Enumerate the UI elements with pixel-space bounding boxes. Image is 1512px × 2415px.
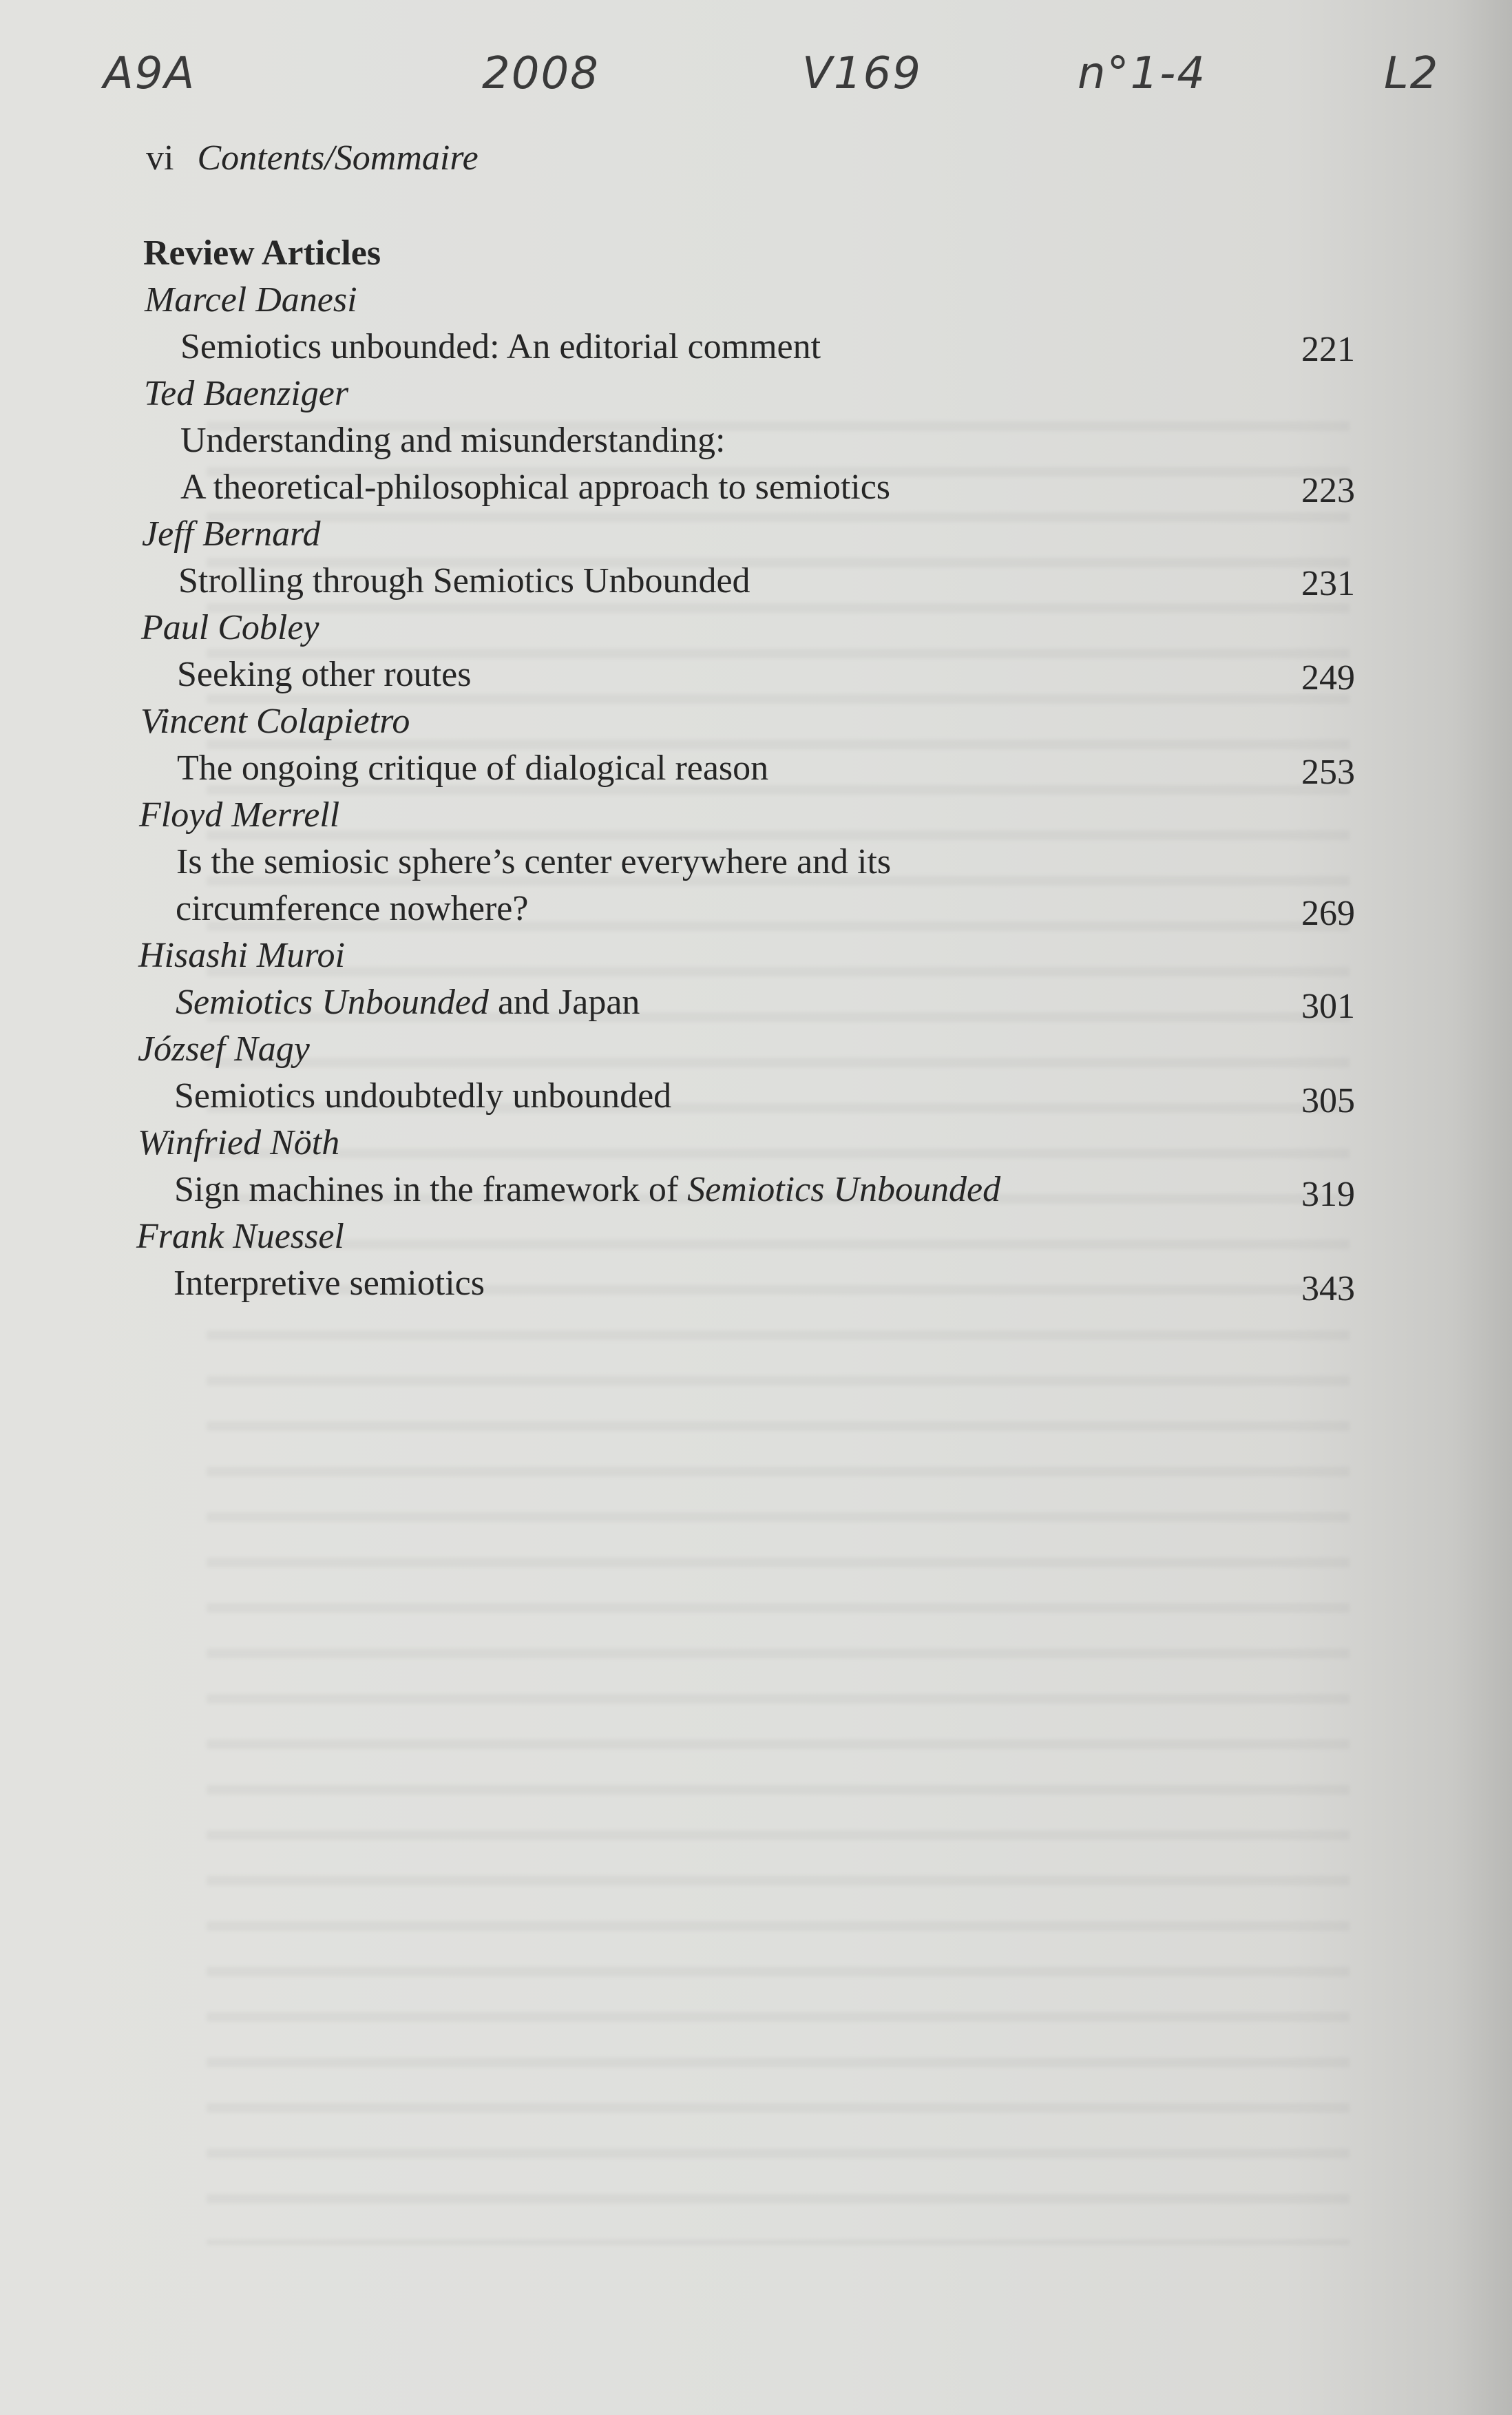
entry-page-number: 223 [1301,471,1355,510]
entry-author: Hisashi Muroi [138,936,345,975]
entry-title-line: Is the semiosic sphere’s center everywhere and its [176,842,892,881]
handwritten-note: 2008 [482,48,600,99]
running-head [146,138,479,178]
entry-author: Ted Baenziger [144,374,349,413]
entry-title-line: Seeking other routes [177,655,472,694]
entry-title-line: The ongoing critique of dialogical reason [177,749,769,788]
entry-page-number: 343 [1301,1269,1355,1308]
page-number: vi [146,138,174,178]
entry-page-number: 269 [1301,894,1355,933]
entry-page-number: 305 [1301,1081,1355,1120]
section-title: Review Articles [143,233,381,273]
handwritten-note: L2 [1384,48,1440,99]
handwritten-note: V169 [802,48,922,99]
entry-author: Winfried Nöth [138,1123,340,1162]
entry-title-line: A theoretical-philosophical approach to semiotics [180,468,891,507]
entry-page-number: 253 [1301,753,1355,792]
handwritten-note: A9A [103,48,196,99]
running-head-title: Contents/Sommaire [197,138,479,178]
entry-author: Floyd Merrell [139,795,340,835]
entry-title-line: circumference nowhere? [176,889,529,928]
entry-author: József Nagy [138,1029,310,1069]
entry-title-line: Interpretive semiotics [174,1264,485,1303]
entry-author: Frank Nuessel [136,1217,344,1256]
entry-title-line: Sign machines in the framework of Semiotics Unbounded [174,1170,1001,1209]
entry-title-line: Semiotics undoubtedly unbounded [174,1076,672,1116]
entry-author: Jeff Bernard [142,514,321,554]
entry-title-line: Understanding and misunderstanding: [180,421,726,460]
entry-title-line: Strolling through Semiotics Unbounded [178,561,750,600]
entry-page-number: 301 [1301,987,1355,1026]
entry-title-line: Semiotics Unbounded and Japan [176,983,640,1022]
entry-author: Marcel Danesi [145,280,357,320]
entry-title-line: Semiotics unbounded: An editorial comment [180,327,821,366]
entry-page-number: 319 [1301,1175,1355,1214]
entry-page-number: 249 [1301,658,1355,698]
entry-page-number: 221 [1301,330,1355,369]
entry-author: Paul Cobley [141,608,319,647]
entry-page-number: 231 [1301,564,1355,603]
entry-author: Vincent Colapietro [140,702,410,741]
handwritten-note: n°1-4 [1078,48,1207,99]
